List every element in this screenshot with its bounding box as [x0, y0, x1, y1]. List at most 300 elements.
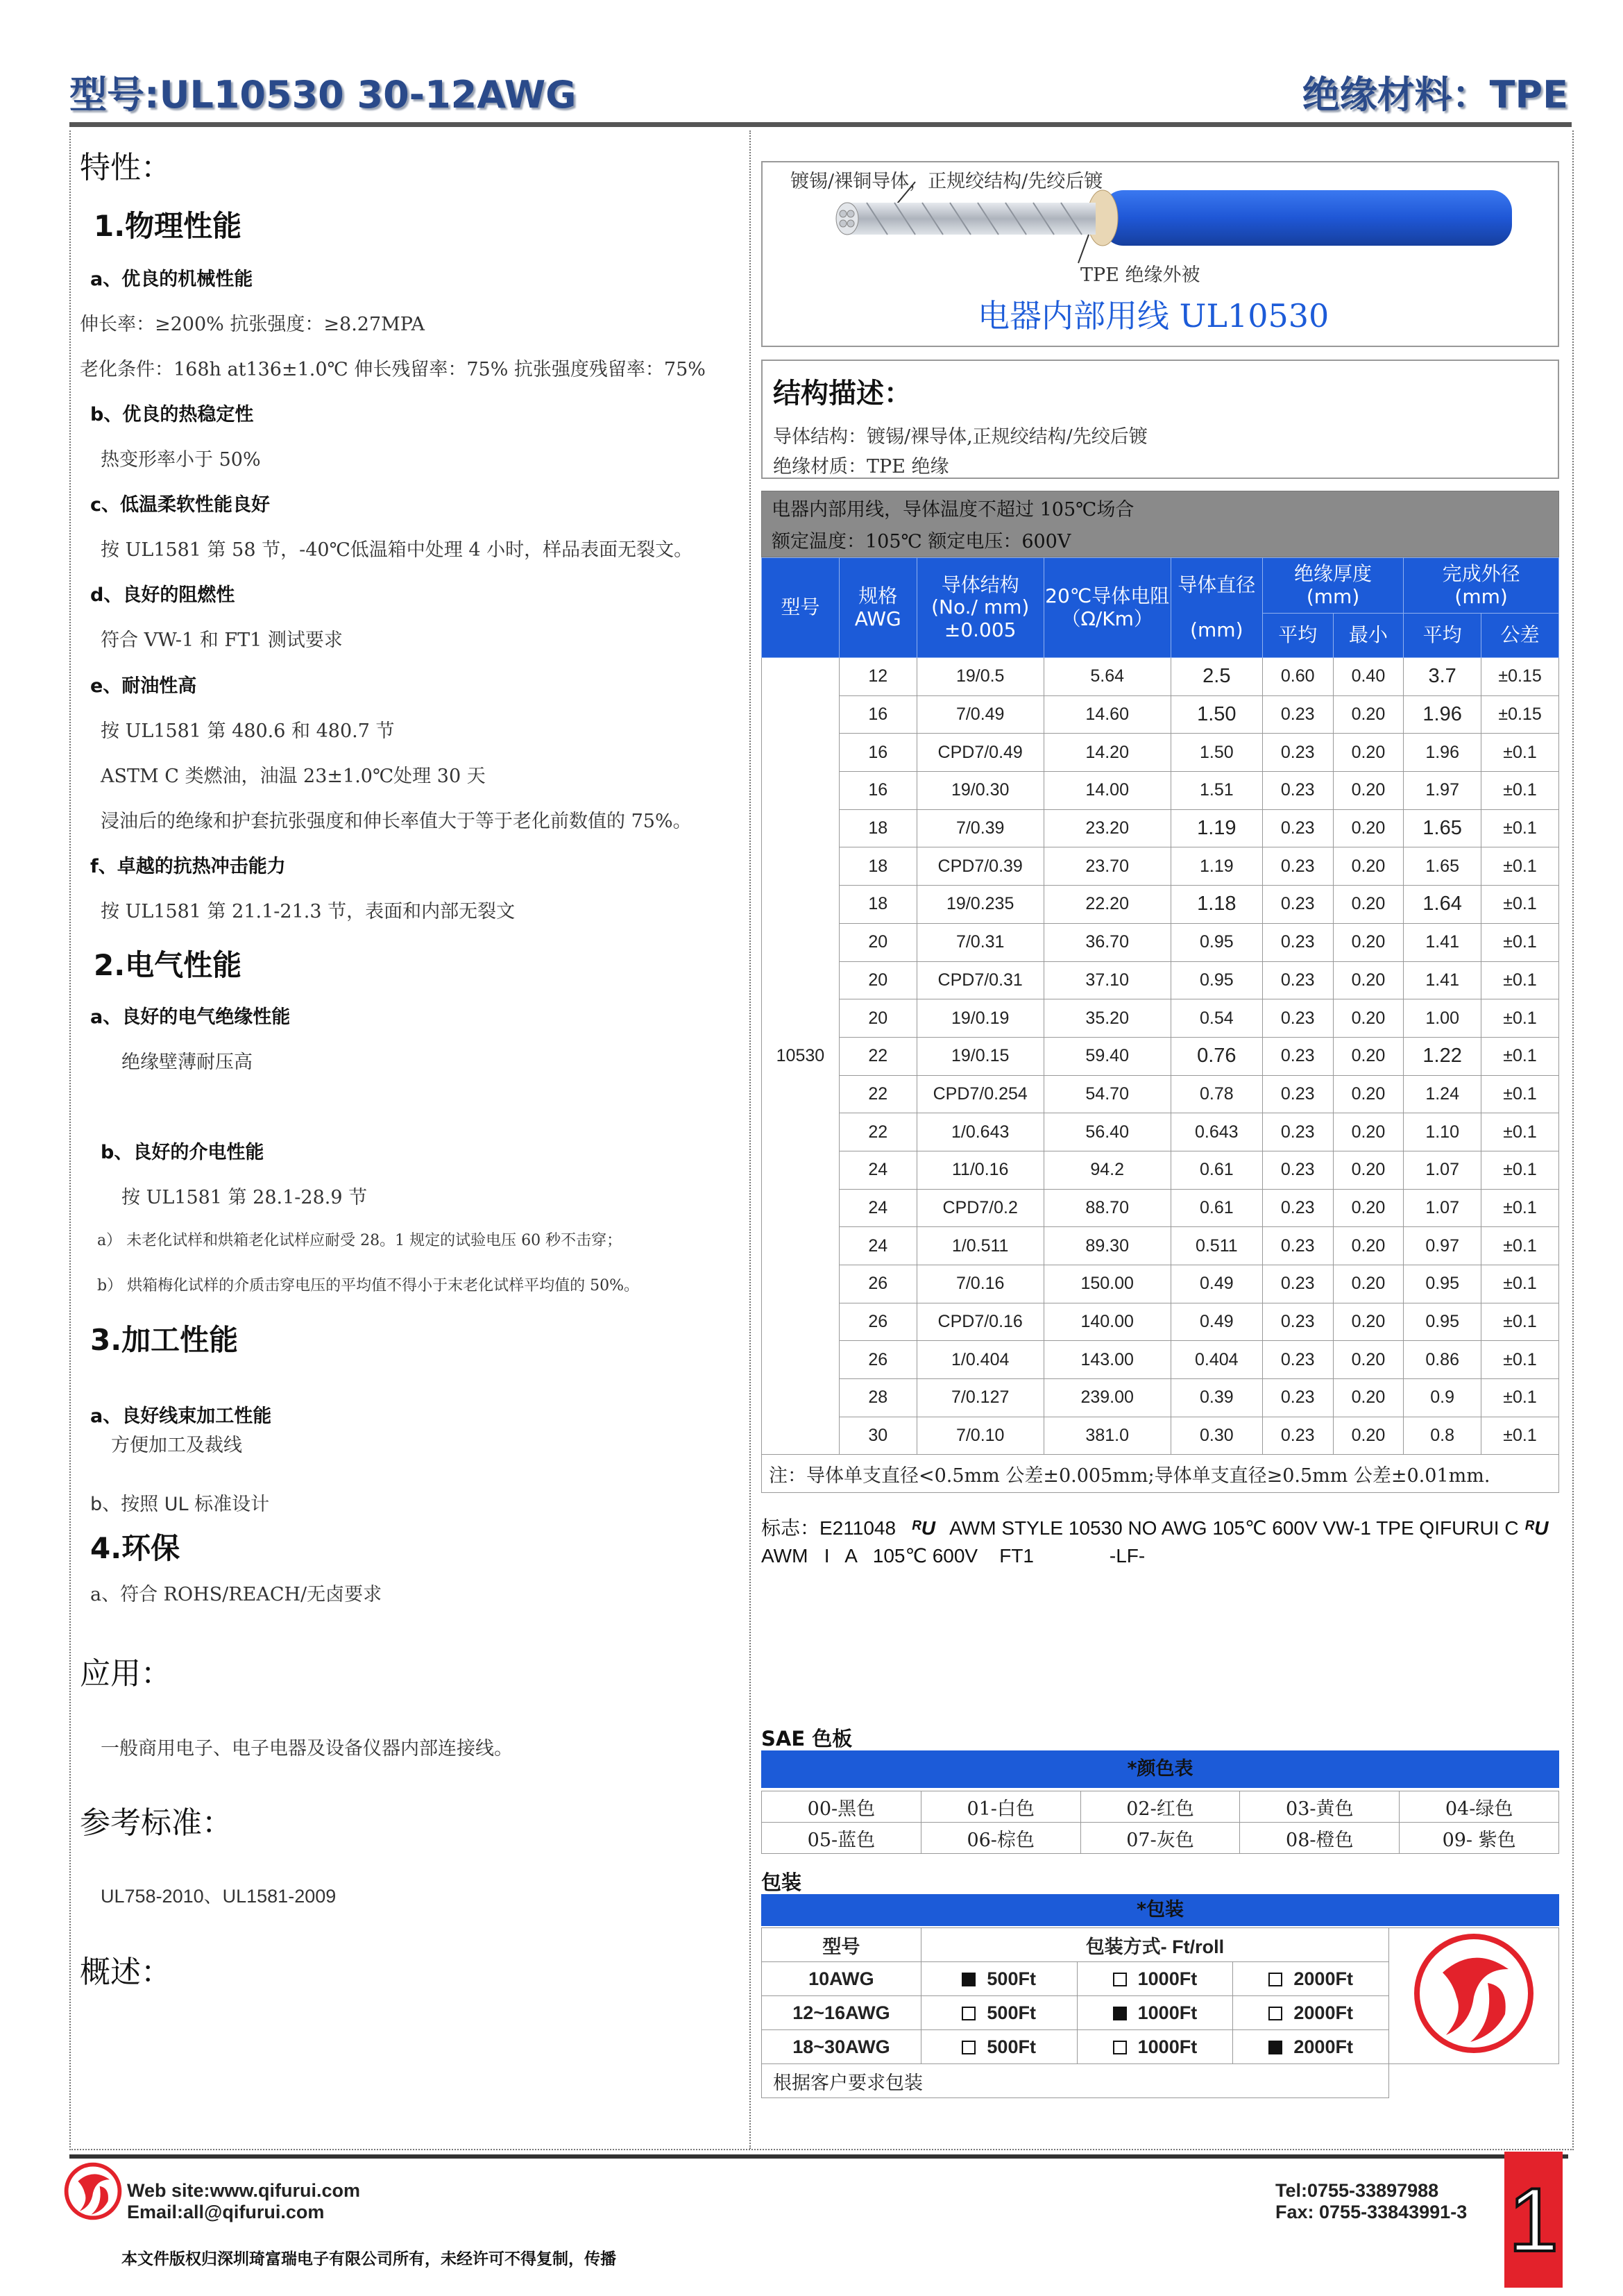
table-cell: 0.20	[1333, 734, 1404, 772]
unchecked-box-icon	[962, 2007, 976, 2020]
table-cell: CPD7/0.39	[917, 847, 1044, 886]
usage-line-2: 额定温度：105℃ 额定电压：600V	[772, 531, 1071, 552]
table-cell: 7/0.127	[917, 1379, 1044, 1417]
table-cell: 0.20	[1333, 1417, 1404, 1455]
pack-option	[1233, 2030, 1389, 2064]
table-cell: 140.00	[1044, 1303, 1171, 1341]
pack-note: 根据客户要求包装	[762, 2064, 1389, 2098]
table-cell: CPD7/0.31	[917, 961, 1044, 999]
low-temp-line: 按 UL1581 第 58 节，-40℃低温箱中处理 4 小时，样品表面无裂文。	[101, 539, 693, 561]
table-cell: ±0.1	[1481, 1113, 1559, 1151]
insulation-line: 绝缘壁薄耐压高	[121, 1052, 253, 1073]
pack-option	[1233, 1996, 1389, 2030]
footer-fax: Fax: 0755-33843991-3	[1275, 2202, 1468, 2222]
table-cell: 0.76	[1171, 1037, 1262, 1075]
footer-rule	[69, 2154, 1568, 2159]
pack-option	[921, 1996, 1077, 2030]
header-rule	[69, 122, 1572, 127]
oil-line-2: ASTM C 类燃油，油温 23±1.0℃处理 30 天	[101, 766, 486, 787]
flame-title: d、良好的阻燃性	[90, 584, 235, 606]
table-cell: 7/0.31	[917, 923, 1044, 961]
table-cell: 0.20	[1333, 886, 1404, 924]
table-cell: 1.00	[1404, 999, 1481, 1038]
color-table-title: *颜色表	[761, 1750, 1559, 1788]
table-cell: ±0.1	[1481, 1189, 1559, 1227]
table-cell: CPD7/0.254	[917, 1075, 1044, 1113]
table-cell: 0.511	[1171, 1227, 1262, 1265]
table-cell: 20	[839, 923, 917, 961]
table-cell: ±0.1	[1481, 961, 1559, 999]
color-row	[762, 1823, 1559, 1854]
usage-line-1: 电器内部用线，导体温度不超过 105℃场合	[772, 499, 1135, 521]
table-cell: 0.8	[1404, 1417, 1481, 1455]
eco-title: 4.环保	[90, 1531, 180, 1565]
color-cell: 09- 紫色	[1400, 1823, 1559, 1854]
table-row	[762, 1075, 1559, 1113]
table-cell: 0.23	[1262, 999, 1333, 1038]
table-cell: 37.10	[1044, 961, 1171, 999]
table-row	[762, 734, 1559, 772]
pack-header-model: 型号	[762, 1928, 921, 1962]
pack-option-label: 2000Ft	[1293, 2002, 1353, 2023]
header-insulation: 绝缘厚度 (mm)	[1262, 558, 1403, 614]
table-cell: ±0.1	[1481, 1265, 1559, 1303]
mechanical-line-1: 伸长率：≥200% 抗张强度：≥8.27MPA	[80, 314, 425, 335]
table-cell: 7/0.49	[917, 695, 1044, 734]
material-title: 绝缘材料：TPE	[1302, 73, 1568, 117]
header-conductor: 导体结构 (No./ mm) ±0.005	[917, 558, 1044, 658]
table-cell: ±0.1	[1481, 1151, 1559, 1189]
table-cell: 0.23	[1262, 1341, 1333, 1379]
physical-title: 1.物理性能	[94, 209, 242, 243]
table-cell: 26	[839, 1341, 917, 1379]
model-cell: 10530	[762, 658, 840, 1455]
heat-shock-title: f、卓越的抗热冲击能力	[90, 856, 286, 877]
table-cell: 0.20	[1333, 1303, 1404, 1341]
table-cell: 0.23	[1262, 1037, 1333, 1075]
table-row	[762, 1303, 1559, 1341]
table-cell: 24	[839, 1227, 917, 1265]
table-cell: 0.61	[1171, 1189, 1262, 1227]
table-cell: 0.95	[1404, 1265, 1481, 1303]
table-cell: 3.7	[1404, 658, 1481, 696]
table-cell: 0.20	[1333, 1227, 1404, 1265]
page-header	[69, 65, 1568, 117]
table-cell: 0.20	[1333, 999, 1404, 1038]
pack-model: 10AWG	[762, 1962, 921, 1996]
table-cell: 26	[839, 1265, 917, 1303]
color-cell: 04-绿色	[1400, 1791, 1559, 1823]
table-cell: 0.61	[1171, 1151, 1262, 1189]
table-cell: 1/0.511	[917, 1227, 1044, 1265]
table-cell: 0.20	[1333, 772, 1404, 810]
table-cell: 0.78	[1171, 1075, 1262, 1113]
checked-box-icon	[1268, 2041, 1282, 2054]
table-cell: 1.50	[1171, 734, 1262, 772]
table-row	[762, 1151, 1559, 1189]
table-cell: 0.20	[1333, 695, 1404, 734]
table-cell: CPD7/0.2	[917, 1189, 1044, 1227]
table-row	[762, 658, 1559, 696]
table-cell: 5.64	[1044, 658, 1171, 696]
eco-line: a、符合 ROHS/REACH/无卤要求	[90, 1584, 382, 1605]
mechanical-title: a、优良的机械性能	[90, 269, 253, 290]
table-cell: 0.23	[1262, 1417, 1333, 1455]
conductor-label: 镀锡/裸铜导体，正规绞结构/先绞后镀	[790, 171, 1103, 192]
table-cell: 1.24	[1404, 1075, 1481, 1113]
table-cell: ±0.1	[1481, 847, 1559, 886]
table-cell: 14.20	[1044, 734, 1171, 772]
application-text: 一般商用电子、电子电器及设备仪器内部连接线。	[101, 1738, 513, 1759]
table-row	[762, 809, 1559, 847]
unchecked-box-icon	[1268, 2007, 1282, 2020]
table-cell: 0.20	[1333, 1151, 1404, 1189]
table-cell: 35.20	[1044, 999, 1171, 1038]
thermal-title: b、优良的热稳定性	[90, 404, 254, 425]
table-cell: 0.20	[1333, 1075, 1404, 1113]
table-row	[762, 695, 1559, 734]
table-cell: 18	[839, 886, 917, 924]
table-cell: 0.20	[1333, 809, 1404, 847]
table-cell: 59.40	[1044, 1037, 1171, 1075]
table-cell: 1.64	[1404, 886, 1481, 924]
table-cell: ±0.1	[1481, 1379, 1559, 1417]
table-cell: 30	[839, 1417, 917, 1455]
pack-option-label: 1000Ft	[1137, 2036, 1198, 2057]
table-cell: 239.00	[1044, 1379, 1171, 1417]
checked-box-icon	[1113, 2007, 1127, 2020]
table-row	[762, 1379, 1559, 1417]
marking-e-number: 标志：E211048	[761, 1517, 897, 1539]
insulation-jacket	[1103, 190, 1512, 246]
table-cell: 19/0.15	[917, 1037, 1044, 1075]
table-cell: 1.07	[1404, 1151, 1481, 1189]
table-cell: 7/0.39	[917, 809, 1044, 847]
table-cell: 14.00	[1044, 772, 1171, 810]
table-cell: ±0.1	[1481, 809, 1559, 847]
company-logo-icon	[1404, 1931, 1543, 2056]
page-number-box	[1504, 2152, 1563, 2288]
table-cell: 1.19	[1171, 847, 1262, 886]
table-cell: 0.39	[1171, 1379, 1262, 1417]
table-cell: ±0.1	[1481, 1075, 1559, 1113]
table-cell: 0.20	[1333, 1189, 1404, 1227]
table-cell: 26	[839, 1303, 917, 1341]
heat-shock-line: 按 UL1581 第 21.1-21.3 节，表面和内部无裂文	[101, 901, 516, 922]
unchecked-box-icon	[962, 2041, 976, 2054]
footer-email: Email:all@qifurui.com	[127, 2202, 325, 2222]
table-cell: 94.2	[1044, 1151, 1171, 1189]
insulation-title: a、良好的电气绝缘性能	[90, 1006, 291, 1028]
table-cell: 0.404	[1171, 1341, 1262, 1379]
table-cell: 0.95	[1171, 961, 1262, 999]
table-cell: 1.41	[1404, 961, 1481, 999]
table-cell: 0.23	[1262, 809, 1333, 847]
structure-line-1: 导体结构：镀锡/裸导体,正规绞结构/先绞后镀	[773, 426, 1148, 448]
table-cell: ±0.1	[1481, 1417, 1559, 1455]
color-cell: 02-红色	[1080, 1791, 1240, 1823]
table-cell: 1.07	[1404, 1189, 1481, 1227]
sae-title: SAE 色板	[761, 1727, 853, 1750]
pack-option	[921, 1962, 1077, 1996]
application-title: 应用：	[80, 1656, 171, 1691]
table-cell: 1/0.643	[917, 1113, 1044, 1151]
table-cell: 0.20	[1333, 1265, 1404, 1303]
table-cell: 1.97	[1404, 772, 1481, 810]
table-cell: ±0.1	[1481, 734, 1559, 772]
table-cell: 0.20	[1333, 961, 1404, 999]
table-cell: 150.00	[1044, 1265, 1171, 1303]
pack-option	[921, 2030, 1077, 2064]
table-cell: 24	[839, 1151, 917, 1189]
reference-title: 参考标准：	[80, 1805, 232, 1841]
flame-line: 符合 VW-1 和 FT1 测试要求	[101, 630, 343, 651]
table-cell: 54.70	[1044, 1075, 1171, 1113]
packaging-table-title: *包装	[761, 1894, 1559, 1926]
thermal-line: 热变形率小于 50%	[101, 449, 261, 471]
table-row	[762, 1265, 1559, 1303]
footer-copyright: 本文件版权归深圳琦富瑞电子有限公司所有，未经许可不得复制，传播	[121, 2250, 616, 2268]
table-cell: 0.97	[1404, 1227, 1481, 1265]
table-row	[762, 999, 1559, 1038]
pack-option	[1077, 1996, 1233, 2030]
table-row	[762, 847, 1559, 886]
table-cell: 0.23	[1262, 1189, 1333, 1227]
spec-note: 注：导体单支直径<0.5mm 公差±0.005mm;导体单支直径≥0.5mm 公差±0.01mm.	[762, 1455, 1559, 1493]
table-cell: ±0.1	[1481, 886, 1559, 924]
spec-table	[761, 557, 1559, 1493]
table-cell: 19/0.30	[917, 772, 1044, 810]
table-row	[762, 923, 1559, 961]
header-od: 完成外径 (mm)	[1404, 558, 1559, 614]
table-cell: 89.30	[1044, 1227, 1171, 1265]
pack-option	[1077, 2030, 1233, 2064]
table-cell: 88.70	[1044, 1189, 1171, 1227]
page-number: 1	[1508, 2169, 1559, 2270]
pack-option-label: 2000Ft	[1293, 1968, 1353, 1989]
table-cell: 18	[839, 847, 917, 886]
processing-title: 3.加工性能	[90, 1323, 239, 1357]
table-cell: 23.70	[1044, 847, 1171, 886]
table-cell: ±0.1	[1481, 1037, 1559, 1075]
dielectric-note-a: a） 未老化试样和烘箱老化试样应耐受 28。1 规定的试验电压 60 秒不击穿；	[97, 1232, 622, 1249]
packaging-title: 包装	[761, 1871, 802, 1894]
structure-box	[761, 360, 1559, 479]
ul-mark-icon: ᴿU	[910, 1517, 935, 1539]
color-table	[761, 1791, 1559, 1854]
pack-model: 12~16AWG	[762, 1996, 921, 2030]
table-cell: 19/0.235	[917, 886, 1044, 924]
table-cell: 0.23	[1262, 1075, 1333, 1113]
company-logo-cell	[1389, 1928, 1559, 2064]
low-temp-title: c、低温柔软性能良好	[90, 494, 271, 516]
table-row	[762, 886, 1559, 924]
table-cell: 1.65	[1404, 847, 1481, 886]
marking-line-1: AWM STYLE 10530 NO AWG 105℃ 600V VW-1 TPE QIFURUI C	[949, 1517, 1519, 1539]
table-cell: CPD7/0.49	[917, 734, 1044, 772]
ul-design-title: b、按照 UL 标准设计	[90, 1494, 270, 1515]
mechanical-line-2: 老化条件：168h at136±1.0℃ 伸长残留率：75% 抗张强度残留率：75%	[80, 359, 706, 380]
table-row	[762, 1227, 1559, 1265]
pack-header-method: 包装方式- Ft/roll	[921, 1928, 1388, 1962]
table-cell: CPD7/0.16	[917, 1303, 1044, 1341]
table-cell: 1.50	[1171, 695, 1262, 734]
table-cell: 56.40	[1044, 1113, 1171, 1151]
table-cell: 0.23	[1262, 1113, 1333, 1151]
pack-option	[1233, 1962, 1389, 1996]
color-cell: 06-棕色	[921, 1823, 1080, 1854]
pack-option-label: 500Ft	[987, 1968, 1036, 1989]
header-ins-avg: 平均	[1262, 614, 1333, 658]
table-cell: 0.20	[1333, 1113, 1404, 1151]
table-cell: 0.23	[1262, 695, 1333, 734]
pack-option-label: 2000Ft	[1293, 2036, 1353, 2057]
table-cell: 0.23	[1262, 1265, 1333, 1303]
oil-title: e、耐油性高	[90, 675, 197, 697]
table-cell: 143.00	[1044, 1341, 1171, 1379]
dielectric-line: 按 UL1581 第 28.1-28.9 节	[121, 1187, 368, 1208]
table-cell: 2.5	[1171, 658, 1262, 696]
unchecked-box-icon	[1268, 1973, 1282, 1986]
color-cell: 03-黄色	[1240, 1791, 1400, 1823]
table-cell: 1.19	[1171, 809, 1262, 847]
table-cell: 0.23	[1262, 772, 1333, 810]
table-cell: ±0.1	[1481, 923, 1559, 961]
table-row	[762, 1341, 1559, 1379]
table-cell: 0.23	[1262, 1227, 1333, 1265]
table-cell: 1.18	[1171, 886, 1262, 924]
structure-line-2: 绝缘材质：TPE 绝缘	[773, 456, 949, 478]
table-cell: 0.60	[1262, 658, 1333, 696]
color-row	[762, 1791, 1559, 1823]
table-cell: 0.20	[1333, 1379, 1404, 1417]
wire-diagram-box	[761, 161, 1559, 347]
pack-option-label: 1000Ft	[1137, 1968, 1198, 1989]
jacket-label: TPE 绝缘外被	[1080, 264, 1200, 286]
electrical-title: 2.电气性能	[94, 948, 242, 982]
header-diameter: 导体直径 (mm)	[1171, 558, 1262, 658]
table-cell: 0.49	[1171, 1265, 1262, 1303]
table-cell: 0.20	[1333, 1037, 1404, 1075]
table-cell: 0.23	[1262, 847, 1333, 886]
table-row	[762, 1189, 1559, 1227]
color-cell: 01-白色	[921, 1791, 1080, 1823]
color-cell: 00-黑色	[762, 1791, 921, 1823]
header-od-avg: 平均	[1404, 614, 1481, 658]
table-cell: 0.54	[1171, 999, 1262, 1038]
ul-mark-icon-2: ᴿU	[1524, 1517, 1549, 1539]
table-cell: 0.23	[1262, 886, 1333, 924]
table-cell: 7/0.16	[917, 1265, 1044, 1303]
table-cell: 1.96	[1404, 695, 1481, 734]
table-row	[762, 1037, 1559, 1075]
table-cell: 16	[839, 772, 917, 810]
footer-tel: Tel:0755-33897988	[1275, 2180, 1439, 2201]
table-cell: 0.23	[1262, 961, 1333, 999]
table-cell: 0.643	[1171, 1113, 1262, 1151]
table-cell: 1.41	[1404, 923, 1481, 961]
table-row	[762, 772, 1559, 810]
table-cell: 28	[839, 1379, 917, 1417]
model-title: 型号:UL10530 30-12AWG	[69, 73, 577, 117]
header-od-tol: 公差	[1481, 614, 1559, 658]
table-cell: ±0.15	[1481, 695, 1559, 734]
table-cell: 0.95	[1171, 923, 1262, 961]
table-cell: 0.20	[1333, 1341, 1404, 1379]
table-cell: 11/0.16	[917, 1151, 1044, 1189]
packaging-table	[761, 1927, 1559, 2098]
oil-line-3: 浸油后的绝缘和护套抗张强度和伸长率值大于等于老化前数值的 75%。	[101, 811, 692, 832]
reference-text: UL758-2010、UL1581-2009	[101, 1886, 337, 1907]
table-cell: 1.22	[1404, 1037, 1481, 1075]
oil-line-1: 按 UL1581 第 480.6 和 480.7 节	[101, 720, 395, 742]
table-cell: 0.49	[1171, 1303, 1262, 1341]
table-cell: ±0.1	[1481, 772, 1559, 810]
table-row	[762, 961, 1559, 999]
table-cell: 20	[839, 999, 917, 1038]
table-cell: 22	[839, 1037, 917, 1075]
unchecked-box-icon	[1113, 1973, 1127, 1986]
table-cell: 1.51	[1171, 772, 1262, 810]
usage-box	[761, 491, 1559, 557]
header-model: 型号	[762, 558, 840, 658]
table-cell: 1.65	[1404, 809, 1481, 847]
harness-line: 方便加工及裁线	[111, 1435, 242, 1456]
table-cell: 22.20	[1044, 886, 1171, 924]
pack-model: 18~30AWG	[762, 2030, 921, 2064]
pack-option-label: 500Ft	[987, 2036, 1036, 2057]
column-divider	[749, 130, 751, 2149]
marking-line-2: AWM I A 105℃ 600V FT1 -LF-	[761, 1545, 1146, 1567]
table-cell: 20	[839, 961, 917, 999]
table-cell: 24	[839, 1189, 917, 1227]
dielectric-title: b、良好的介电性能	[101, 1142, 264, 1163]
footer-website: Web site:www.qifurui.com	[127, 2180, 361, 2201]
table-cell: 7/0.10	[917, 1417, 1044, 1455]
diagram-caption: 电器内部用线 UL10530	[978, 297, 1329, 335]
table-cell: ±0.1	[1481, 999, 1559, 1038]
color-cell: 05-蓝色	[762, 1823, 921, 1854]
pack-option-label: 1000Ft	[1137, 2002, 1198, 2023]
table-cell: 381.0	[1044, 1417, 1171, 1455]
unchecked-box-icon	[1113, 2041, 1127, 2054]
header-awg: 规格 AWG	[839, 558, 917, 658]
table-cell: 14.60	[1044, 695, 1171, 734]
table-cell: 0.20	[1333, 923, 1404, 961]
table-cell: 12	[839, 658, 917, 696]
table-cell: 0.86	[1404, 1341, 1481, 1379]
color-cell: 07-灰色	[1080, 1823, 1240, 1854]
table-row	[762, 1113, 1559, 1151]
table-cell: 1.10	[1404, 1113, 1481, 1151]
conductor-strands	[846, 203, 1096, 235]
table-cell: 0.20	[1333, 847, 1404, 886]
table-cell: 0.23	[1262, 1379, 1333, 1417]
table-cell: 18	[839, 809, 917, 847]
features-title: 特性：	[80, 150, 171, 185]
header-ins-min: 最小	[1333, 614, 1404, 658]
table-cell: 16	[839, 695, 917, 734]
table-cell: 1.96	[1404, 734, 1481, 772]
pack-option-label: 500Ft	[987, 2002, 1036, 2023]
table-cell: 23.20	[1044, 809, 1171, 847]
table-cell: 0.9	[1404, 1379, 1481, 1417]
table-cell: ±0.15	[1481, 658, 1559, 696]
checked-box-icon	[962, 1973, 976, 1986]
table-cell: 22	[839, 1113, 917, 1151]
structure-title: 结构描述：	[773, 378, 912, 410]
table-cell: 19/0.5	[917, 658, 1044, 696]
